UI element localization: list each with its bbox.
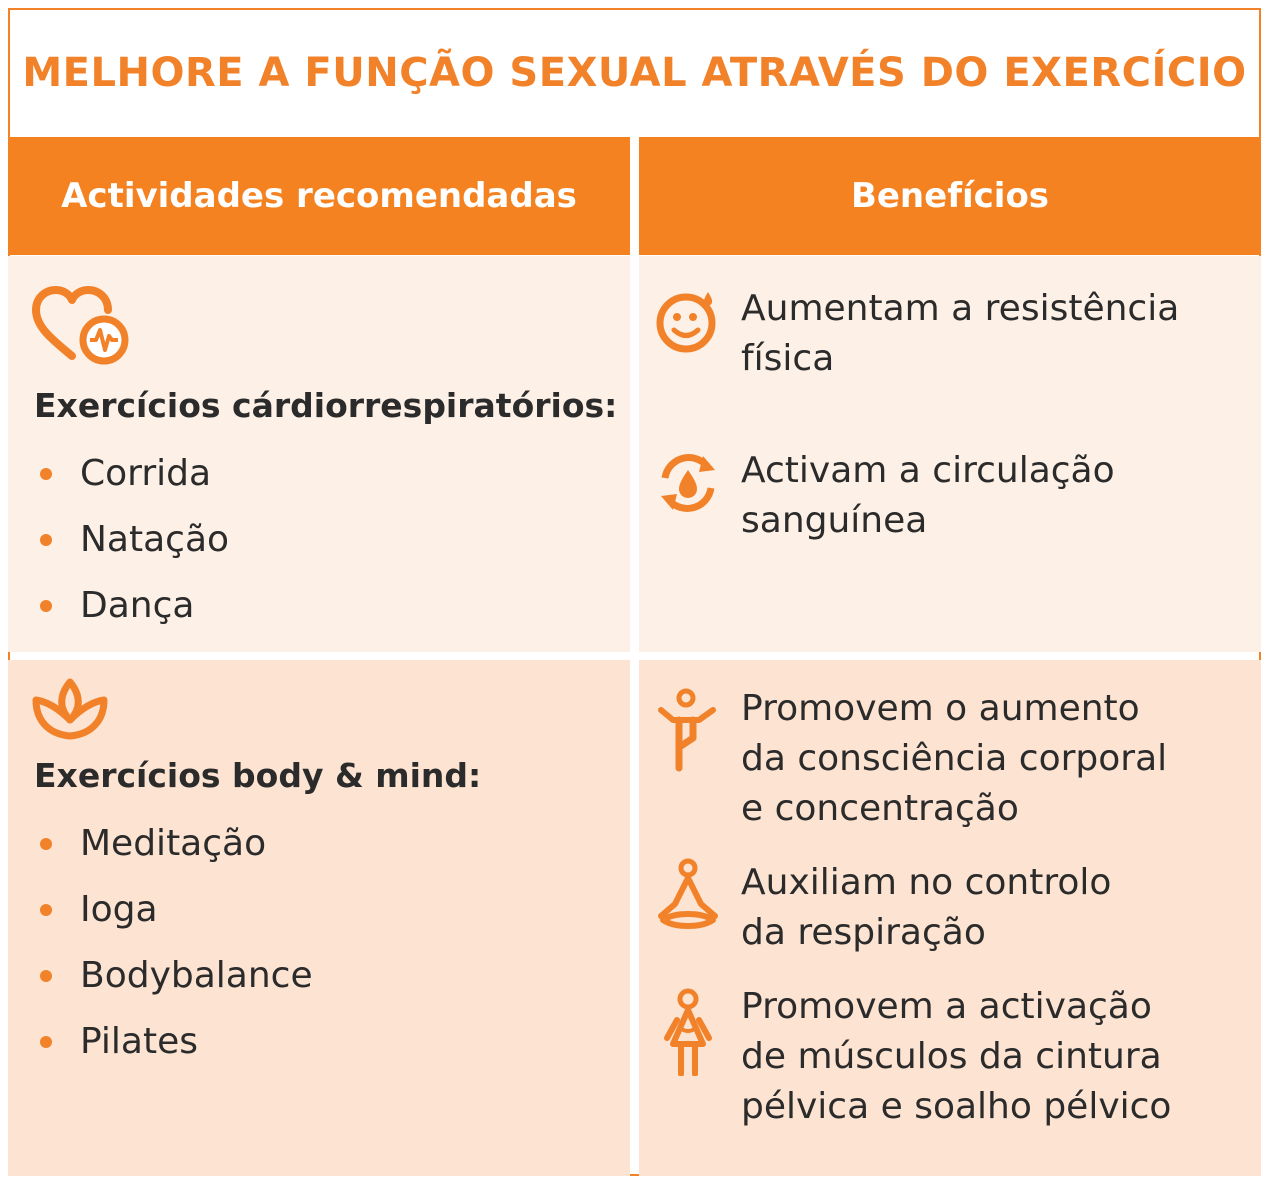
bullet-dot xyxy=(40,904,52,916)
cardio-activities-cell xyxy=(8,256,630,652)
column-header-benefits: Benefícios xyxy=(639,137,1261,255)
list-item: Pilates xyxy=(34,1020,313,1086)
bullet-dot xyxy=(40,838,52,850)
benefit-text: Aumentam a resistência física xyxy=(741,288,1180,379)
column-header-activities: Actividades recomendadas xyxy=(8,137,630,255)
infographic-title: MELHORE A FUNÇÃO SEXUAL ATRAVÉS DO EXERCÍCIO xyxy=(22,50,1247,96)
bodymind-activities-cell xyxy=(8,660,630,1176)
bodymind-activity-list xyxy=(34,822,313,1086)
bullet-dot xyxy=(40,534,52,546)
meditation-pose-icon xyxy=(655,858,721,938)
cardio-benefits-cell xyxy=(639,256,1261,652)
section-title-bodymind: Exercícios body & mind: xyxy=(34,756,482,795)
list-item: Ioga xyxy=(34,888,313,954)
bullet-dot xyxy=(40,600,52,612)
heart-pulse-icon xyxy=(30,286,130,370)
bullet-dot xyxy=(40,970,52,982)
benefit-text: Promovem o aumento da consciência corporal e concentração xyxy=(741,688,1168,829)
smiley-sweat-icon xyxy=(655,288,721,358)
woman-pelvis-icon xyxy=(655,988,721,1080)
benefit-text: Activam a circulação sanguínea xyxy=(741,450,1115,541)
benefit-text: Auxiliam no controlo da respiração xyxy=(741,862,1112,953)
list-item: Bodybalance xyxy=(34,954,313,1020)
list-item: Meditação xyxy=(34,822,313,888)
list-item: Corrida xyxy=(34,452,229,518)
bullet-dot xyxy=(40,1036,52,1048)
section-title-cardio: Exercícios cárdiorrespiratórios: xyxy=(34,386,618,425)
list-item: Dança xyxy=(34,584,229,650)
bodymind-benefits-cell xyxy=(639,660,1261,1176)
bullet-dot xyxy=(40,468,52,480)
list-item: Natação xyxy=(34,518,229,584)
circulation-drop-icon xyxy=(655,450,721,520)
benefit-text: Promovem a activação de músculos da cintura pélvica e soalho pélvico xyxy=(741,986,1172,1127)
yoga-tree-pose-icon xyxy=(655,688,721,776)
lotus-icon xyxy=(30,678,110,748)
cardio-activity-list xyxy=(34,452,229,650)
